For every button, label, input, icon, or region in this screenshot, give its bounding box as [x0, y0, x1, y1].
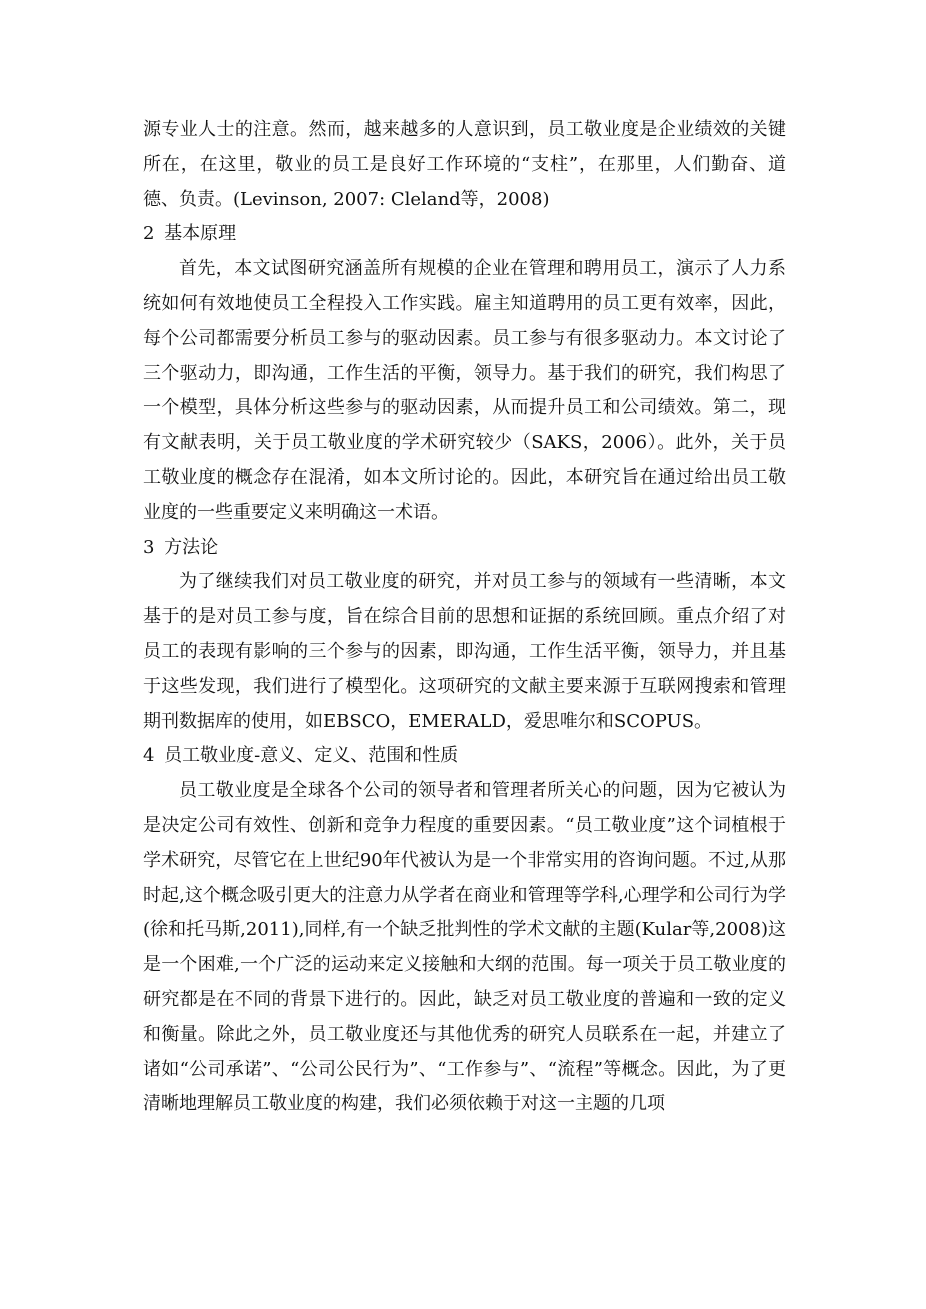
document-body: [143, 113, 786, 1122]
section-heading-engagement: 4 员工敬业度-意义、定义、范围和性质: [143, 745, 459, 767]
paragraph-methodology: 为了继续我们对员工敬业度的研究，并对员工参与的领域有一些清晰，本文基于的是对员工参与度，旨在综合目前的思想和证据的系统回顾。重点介绍了对员工的表现有影响的三个参与的因素，即沟通，工作生活平衡，领导力，并且基于这些发现，我们进行了模型化。这项研究的文献主要来源于互联网搜索和管理期刊数据库的使用，如EBSCO，EMERALD，爱思唯尔和SCOPUS。: [143, 571, 786, 732]
paragraph-continuation: 源专业人士的注意。然而，越来越多的人意识到，员工敬业度是企业绩效的关键所在，在这里，敬业的员工是良好工作环境的“支柱”，在那里，人们勤奋、道德、负责。(Levinson, 2007: Cleland等，2008): [143, 119, 786, 210]
paragraph-rationale: 首先，本文试图研究涵盖所有规模的企业在管理和聘用员工，演示了人力系统如何有效地使员工全程投入工作实践。雇主知道聘用的员工更有效率，因此，每个公司都需要分析员工参与的驱动因素。员工参与有很多驱动力。本文讨论了三个驱动力，即沟通，工作生活的平衡，领导力。基于我们的研究，我们构思了一个模型，具体分析这些参与的驱动因素，从而提升员工和公司绩效。第二，现有文献表明，关于员工敬业度的学术研究较少（SAKS，2006）。此外，关于员工敬业度的概念存在混淆，如本文所讨论的。因此，本研究旨在通过给出员工敬业度的一些重要定义来明确这一术语。: [143, 258, 786, 523]
section-heading-rationale: 2 基本原理: [143, 223, 237, 245]
section-heading-methodology: 3 方法论: [143, 536, 219, 558]
paragraph-engagement: 员工敬业度是全球各个公司的领导者和管理者所关心的问题，因为它被认为是决定公司有效性、创新和竞争力程度的重要因素。“员工敬业度”这个词植根于学术研究，尽管它在上世纪90年代被认为是一个非常实用的咨询问题。不过,从那时起,这个概念吸引更大的注意力从学者在商业和管理等学科,心理学和公司行为学(徐和托马斯,2011),同样,有一个缺乏批判性的学术文献的主题(Kular等,2008)这是一个困难,一个广泛的运动来定义接触和大纲的范围。每一项关于员工敬业度的研究都是在不同的背景下进行的。因此，缺乏对员工敬业度的普遍和一致的定义和衡量。除此之外，员工敬业度还与其他优秀的研究人员联系在一起，并建立了诸如“公司承诺”、“公司公民行为”、“工作参与”、“流程”等概念。因此，为了更清晰地理解员工敬业度的构建，我们必须依赖于对这一主题的几项: [143, 780, 786, 1115]
